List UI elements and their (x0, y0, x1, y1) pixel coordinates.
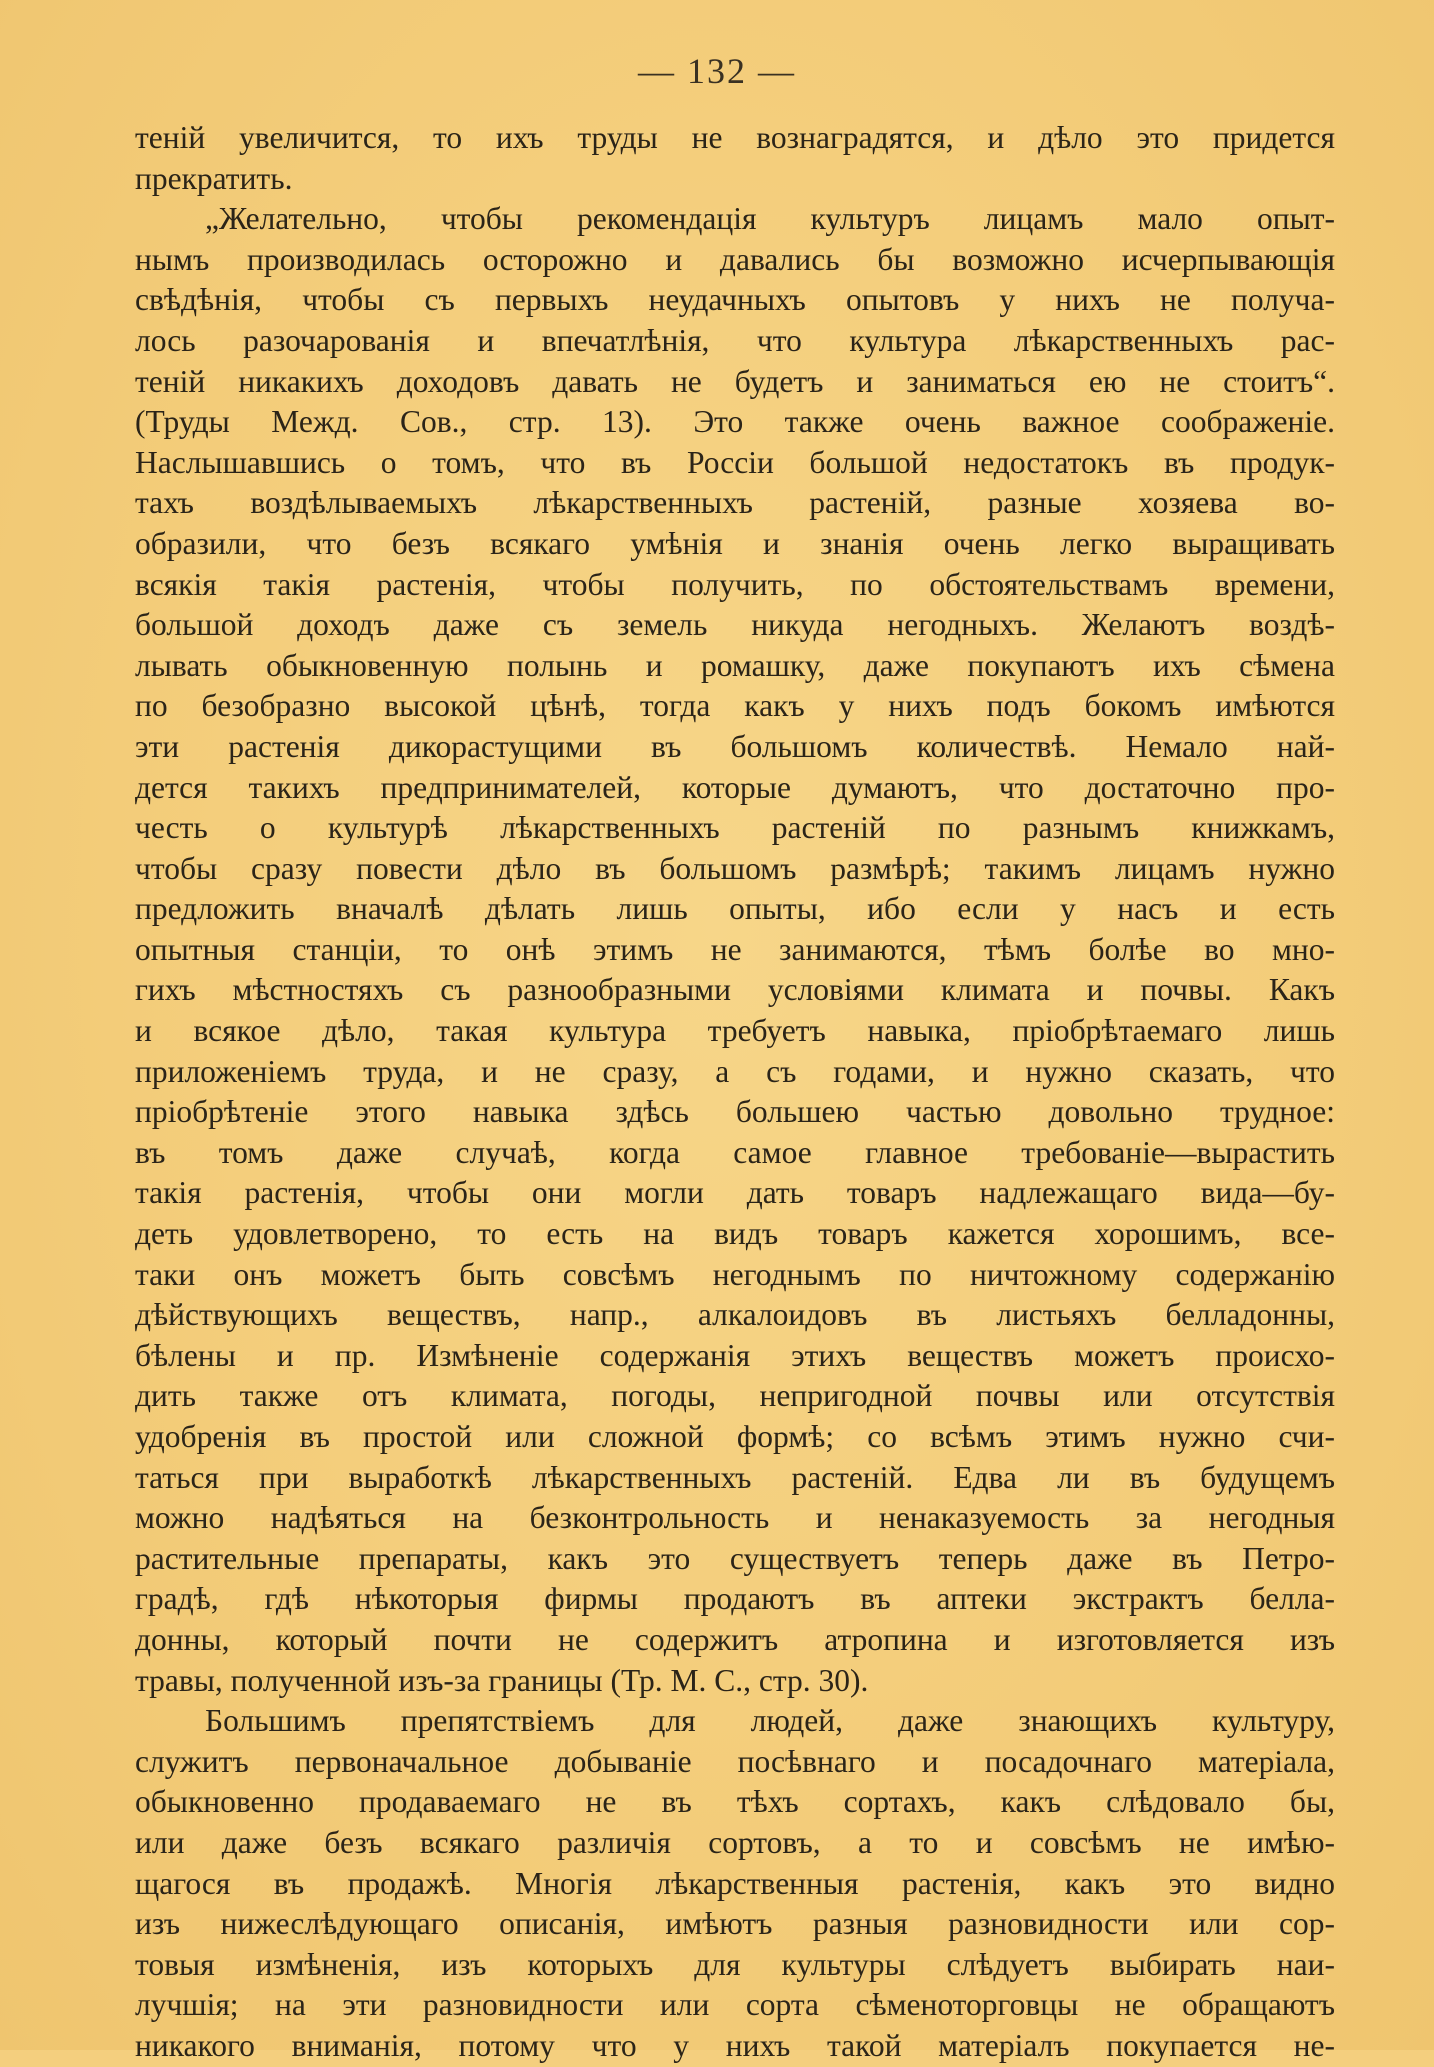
text-line: пріобрѣтеніе этого навыка здѣсь большею частью довольно трудное: (135, 1094, 1335, 1130)
text-line: изъ нижеслѣдующаго описанія, имѣютъ разныя разновидности или сор- (135, 1906, 1335, 1942)
text-line: никакого вниманія, потому что у нихъ такой матеріалъ покупается не- (135, 2027, 1335, 2063)
text-line: тахъ воздѣлываемыхъ лѣкарственныхъ растеній, разные хозяева во- (135, 485, 1335, 521)
body-text (135, 118, 1335, 2067)
text-line: можно надѣяться на безконтрольность и ненаказуемость за негодныя (135, 1500, 1335, 1536)
text-line: Большимъ препятствіемъ для людей, даже знающихъ культуру, (205, 1703, 1335, 1739)
text-line: въ томъ даже случаѣ, когда самое главное требованіе—вырастить (135, 1134, 1335, 1170)
text-line: честь о культурѣ лѣкарственныхъ растеній по разнымъ книжкамъ, (135, 810, 1335, 846)
text-line: такія растенія, чтобы они могли дать товаръ надлежащаго вида—бу- (135, 1175, 1335, 1211)
text-line: градѣ, гдѣ нѣкоторыя фирмы продаютъ въ аптеки экстрактъ белла- (135, 1581, 1335, 1617)
text-line: лывать обыкновенную полынь и ромашку, даже покупаютъ ихъ сѣмена (135, 647, 1335, 683)
text-line: образили, что безъ всякаго умѣнія и знанія очень легко выращивать (135, 525, 1335, 561)
text-line: опытныя станціи, то онѣ этимъ не занимаются, тѣмъ болѣе во мно- (135, 931, 1335, 967)
text-line: и всякое дѣло, такая культура требуетъ навыка, пріобрѣтаемаго лишь (135, 1013, 1335, 1049)
text-line: „Желательно, чтобы рекомендація культуръ лицамъ мало опыт- (205, 201, 1335, 237)
text-line: гихъ мѣстностяхъ съ разнообразными условіями климата и почвы. Какъ (135, 972, 1335, 1008)
text-line: большой доходъ даже съ земель никуда негодныхъ. Желаютъ воздѣ- (135, 607, 1335, 643)
text-line: бѣлены и пр. Измѣненіе содержанія этихъ веществъ можетъ происхо- (135, 1337, 1335, 1373)
text-line: всякія такія растенія, чтобы получить, по обстоятельствамъ времени, (135, 566, 1335, 602)
text-line: лучшія; на эти разновидности или сорта сѣменоторговцы не обращаютъ (135, 1987, 1335, 2023)
text-line: нымъ производилась осторожно и давались бы возможно исчерпывающія (135, 241, 1335, 277)
text-line: дить также отъ климата, погоды, непригодной почвы или отсутствія (135, 1378, 1335, 1414)
text-line: прекратить. (135, 160, 293, 196)
text-line: предложить вначалѣ дѣлать лишь опыты, ибо если у насъ и есть (135, 891, 1335, 927)
text-line: щагося въ продажѣ. Многія лѣкарственныя растенія, какъ это видно (135, 1865, 1335, 1901)
text-line: удобренія въ простой или сложной формѣ; со всѣмъ этимъ нужно счи- (135, 1419, 1335, 1454)
text-line: Наслышавшись о томъ, что въ Россіи большой недостатокъ въ продук- (135, 444, 1335, 480)
text-line: теній никакихъ доходовъ давать не будетъ и заниматься ею не стоитъ“. (135, 363, 1335, 399)
text-line: таться при выработкѣ лѣкарственныхъ растеній. Едва ли въ будущемъ (135, 1459, 1335, 1495)
text-line: товыя измѣненія, изъ которыхъ для культуры слѣдуетъ выбирать наи- (135, 1946, 1335, 1982)
text-line: обыкновенно продаваемаго не въ тѣхъ сортахъ, какъ слѣдовало бы, (135, 1784, 1335, 1820)
text-line: растительные препараты, какъ это существуетъ теперь даже въ Петро- (135, 1540, 1335, 1576)
text-line: (Труды Межд. Сов., стр. 13). Это также очень важное соображеніе. (135, 404, 1335, 440)
text-line: чтобы сразу повести дѣло въ большомъ размѣрѣ; такимъ лицамъ нужно (135, 850, 1335, 886)
text-line: травы, полученной изъ-за границы (Тр. М. С., стр. 30). (135, 1662, 869, 1698)
text-line: таки онъ можетъ быть совсѣмъ негоднымъ по ничтожному содержанію (135, 1256, 1335, 1292)
text-line: донны, который почти не содержитъ атропина и изготовляется изъ (135, 1621, 1335, 1657)
text-line: теній увеличится, то ихъ труды не вознаградятся, и дѣло это придется (135, 120, 1335, 155)
text-line: дѣйствующихъ веществъ, напр., алкалоидовъ въ листьяхъ белладонны, (135, 1297, 1335, 1333)
text-line: или даже безъ всякаго различія сортовъ, а то и совсѣмъ не имѣю- (135, 1824, 1335, 1860)
text-line: лось разочарованія и впечатлѣнія, что культура лѣкарственныхъ рас- (135, 322, 1335, 358)
text-line: по безобразно высокой цѣнѣ, тогда какъ у нихъ подъ бокомъ имѣются (135, 688, 1335, 724)
text-line: служитъ первоначальное добываніе посѣвнаго и посадочнаго матеріала, (135, 1743, 1335, 1779)
text-line: дется такихъ предпринимателей, которые думаютъ, что достаточно про- (135, 769, 1335, 805)
text-line: деть удовлетворено, то есть на видъ товаръ кажется хорошимъ, все- (135, 1216, 1335, 1252)
page-number: — 132 — (638, 51, 796, 91)
text-line: эти растенія дикорастущими въ большомъ количествѣ. Немало най- (135, 728, 1335, 764)
text-line: приложеніемъ труда, и не сразу, а съ годами, и нужно сказать, что (135, 1053, 1335, 1089)
text-line: свѣдѣнія, чтобы съ первыхъ неудачныхъ опытовъ у нихъ не получа- (135, 282, 1335, 318)
